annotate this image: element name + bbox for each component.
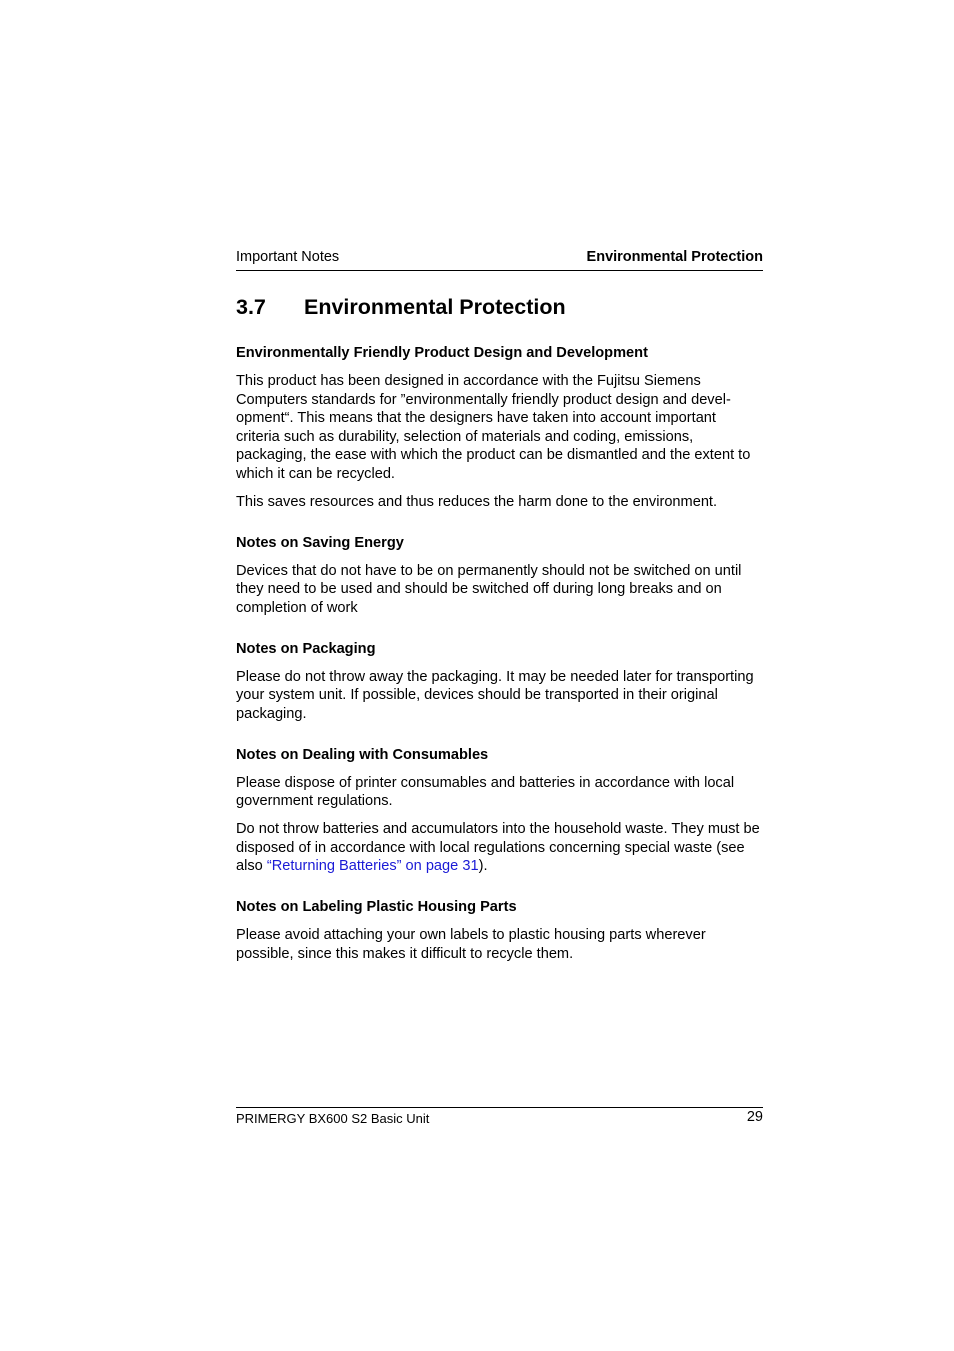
heading-labeling: Notes on Labeling Plastic Housing Parts: [236, 899, 517, 915]
returning-batteries-link[interactable]: “Returning Batteries” on page 31: [266, 858, 479, 874]
header-section-label: Environmental Protection: [586, 249, 763, 265]
document-page: [236, 0, 763, 1351]
paragraph-consumables-2-text: Do not throw batteries and accumulators into the household waste. They must be disposed of in accordance with local regulations concerning special waste (see also: [236, 821, 760, 874]
section-body: [236, 343, 763, 973]
paragraph-energy-1: Devices that do not have to be on permanently should not be switched on until they need to be used and should be switched off during long breaks and on completion of work: [236, 562, 742, 616]
header-chapter-label: Important Notes: [236, 249, 340, 265]
paragraph-labeling-1: Please avoid attaching your own labels to plastic housing parts wherever possible, since this makes it difficult to recycle them.: [236, 927, 706, 962]
running-footer: [236, 1107, 763, 1126]
footer-product-name: PRIMERGY BX600 S2 Basic Unit: [236, 1111, 430, 1126]
paragraph-design-1: This product has been designed in accordance with the Fujitsu Siemens Computers standards for ”environmentally friendly product design and devel-opment“. This means that the designers have taken into account important criteria such as durability, selection of materials and coding, emissions, packaging, the ease with which the product can be dismantled and the extent to which it can be recycled.: [236, 373, 751, 482]
heading-consumables: Notes on Dealing with Consumables: [236, 746, 489, 763]
page-number: 29: [746, 1109, 763, 1125]
paragraph-consumables-2: [236, 820, 763, 876]
running-header: [236, 247, 763, 271]
paragraph-packaging-1: Please do not throw away the packaging. It may be needed later for transporting your system unit. If possible, devices should be transported in their original packaging.: [236, 668, 754, 722]
heading-design: Environmentally Friendly Product Design and Development: [236, 345, 648, 361]
section-title-text: Environmental Protection: [304, 295, 566, 319]
section-title: [236, 295, 566, 320]
section-number: 3.7: [236, 295, 266, 319]
paragraph-consumables-2-end: ).: [478, 858, 488, 874]
paragraph-design-2: This saves resources and thus reduces the harm done to the environment.: [236, 493, 718, 510]
heading-energy: Notes on Saving Energy: [236, 534, 404, 551]
heading-packaging: Notes on Packaging: [236, 640, 376, 657]
paragraph-consumables-1: Please dispose of printer consumables and batteries in accordance with local government regulations.: [236, 774, 735, 809]
